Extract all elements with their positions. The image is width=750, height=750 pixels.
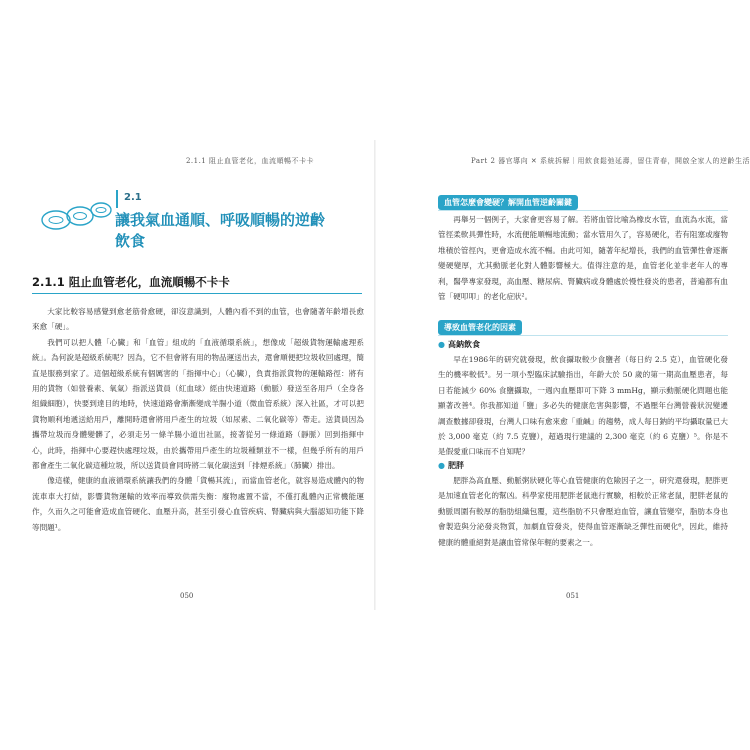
- paragraph: 我們可以把人體「心臟」和「血管」組成的「血液循環系統」，想像成「超級貨物運輸處理系統」。為何說是超級系統呢？因為，它不但會將有用的物品運送出去，還會順便把垃圾收回處理，簡直是服務到家了。這個超級系統有個厲害的「指揮中心」（心臟），負責指派貨物的運輸路徑：將有用的貨物（如營養素、氧氣）指派送貨員（紅血球）經由快速道路（動脈）發送至各用戶（全身各組織細胞），快要到達目的地時，快速道路會漸漸變成羊腸小道（微血管系統）深入社區，才可以把貨物順利地遞送給用戶，離開時還會將用戶產生的垃圾（如尿素、二氧化碳等）帶走。送貨員因為攜帶垃圾而身體變髒了，必須走另一條羊腸小道出社區，接著從另一條道路（靜脈）回到指揮中心，此時，指揮中心要趕快處理垃圾，由於攜帶用戶產生的垃圾種類並不一樣，但幾乎所有的用戶都會產生二氧化碳這種垃圾，所以送貨員會同時將二氧化碳送到「排煙系統」（肺臟）排出。: [32, 337, 364, 471]
- topic-tag-aging-factors: 導致血管老化的因素: [438, 320, 522, 335]
- paragraph: 肥胖為高血壓、動脈粥狀硬化等心血管健康的危險因子之一，研究還發現，肥胖更是加速血管老化的幫凶。科學家使用肥胖老鼠進行實驗，相較於正常老鼠，肥胖老鼠的動脈周圍有較厚的脂肪組織包覆，這些脂肪不只會壓迫血管，讓血管變窄，脂肪本身也會製造與分泌發炎物質，加劇血管發炎，使得血管逐漸缺乏彈性而硬化⁶，因此，維持健康的體重絕對是讓血管常保年輕的要素之一。: [438, 476, 728, 547]
- left-body-text: [32, 304, 364, 535]
- right-body-text: [438, 352, 728, 460]
- paragraph: 像這樣，健康的血液循環系統讓我們的身體「貨暢其流」，而當血管老化，就容易造成體內的物流車車大打結，影響貨物運輸的效率而導致供需失衡：廢物處置不當，不僅打亂體內正常機能運作，久而久之可能會造成血管硬化、血壓升高，甚至引發心血管疾病、腎臟病與大腦認知功能下降等問題¹。: [32, 476, 364, 532]
- right-body-text: [438, 473, 728, 550]
- section-rule: [32, 293, 362, 294]
- bullet-dot-icon: ●: [438, 461, 445, 470]
- bullet-dot-icon: ●: [438, 340, 445, 349]
- subheading-high-sodium: [438, 339, 480, 350]
- chapter-accent-bar: [116, 190, 118, 208]
- subheading-label: 高鈉飲食: [447, 340, 480, 349]
- right-body-text: [438, 212, 728, 304]
- section-heading: 2.1.1 阻止血管老化，血流順暢不卡卡: [32, 275, 230, 289]
- chapter-number: 2.1: [124, 192, 142, 203]
- right-running-head: Part 2 器官導向 ✕ 系統拆解｜用飲食鬆弛延壽，留住青春，開啟全家人的逆齡生活: [471, 157, 750, 165]
- subheading-label: 肥胖: [447, 461, 464, 470]
- paragraph: 再舉另一個例子，大家會更容易了解。若將血管比喻為橡皮水管，血流為水流，當管徑柔軟具彈性時，水流便能順暢地流動；當水管用久了，容易硬化，若有阻塞或廢物堆積於管徑內，更會造成水流不暢。由此可知，隨著年紀增長，我們的血管彈性會逐漸變硬變厚，尤其動脈老化對人體影響極大。值得注意的是，血管老化並非老年人的專利，醫學專家發現，高血壓、糖尿病、腎臟病或身體處於慢性發炎的患者，普遍都有血管「硬叩叩」的老化症狀²。: [438, 215, 728, 302]
- tag-underline: [438, 335, 728, 336]
- blood-cells-icon: [40, 196, 114, 236]
- book-spread: [18, 140, 750, 610]
- right-page: [376, 140, 750, 610]
- subheading-obesity: [438, 460, 464, 471]
- paragraph: 大家比較容易感覺到愈老筋骨愈硬，卻沒意識到，人體內看不到的血管，也會隨著年齡增長愈來愈「硬」。: [32, 307, 364, 332]
- left-page: [18, 140, 374, 610]
- right-page-number: 051: [566, 592, 580, 600]
- paragraph: 早在1986年的研究就發現，飲食攝取較少食鹽者（每日約 2.5 克），血管硬化發生的機率較低³。另一項小型臨床試驗指出，年齡大於 50 歲的第一期高血壓患者，每日若能減少 60% 食鹽攝取，一週內血壓即可下降 3 mmHg，顯示動脈硬化問題也能顯著改善⁴。你我都知道「鹽」多必失的健康危害與影響，不過壓年台灣營養狀況變遷調查數據卻發現，台灣人口味有愈來愈「重鹹」的趨勢，成人每日鈉的平均攝取量已大於 3,000 毫克（約 7.5 克鹽），超過現行建議的 2,300 毫克（約 6 克鹽）⁵。你是不是假愛重口味而不自知呢？: [438, 355, 728, 457]
- left-running-head: 2.1.1 阻止血管老化，血流順暢不卡卡: [185, 157, 314, 165]
- left-page-number: 050: [180, 592, 194, 600]
- chapter-title: 讓我氣血通順、呼吸順暢的逆齡飲食: [115, 211, 326, 250]
- topic-tag-vessel-stiffening: 血管怎麼會變硬？解開血管逆齡關鍵: [438, 195, 578, 210]
- tag-underline: [438, 210, 728, 211]
